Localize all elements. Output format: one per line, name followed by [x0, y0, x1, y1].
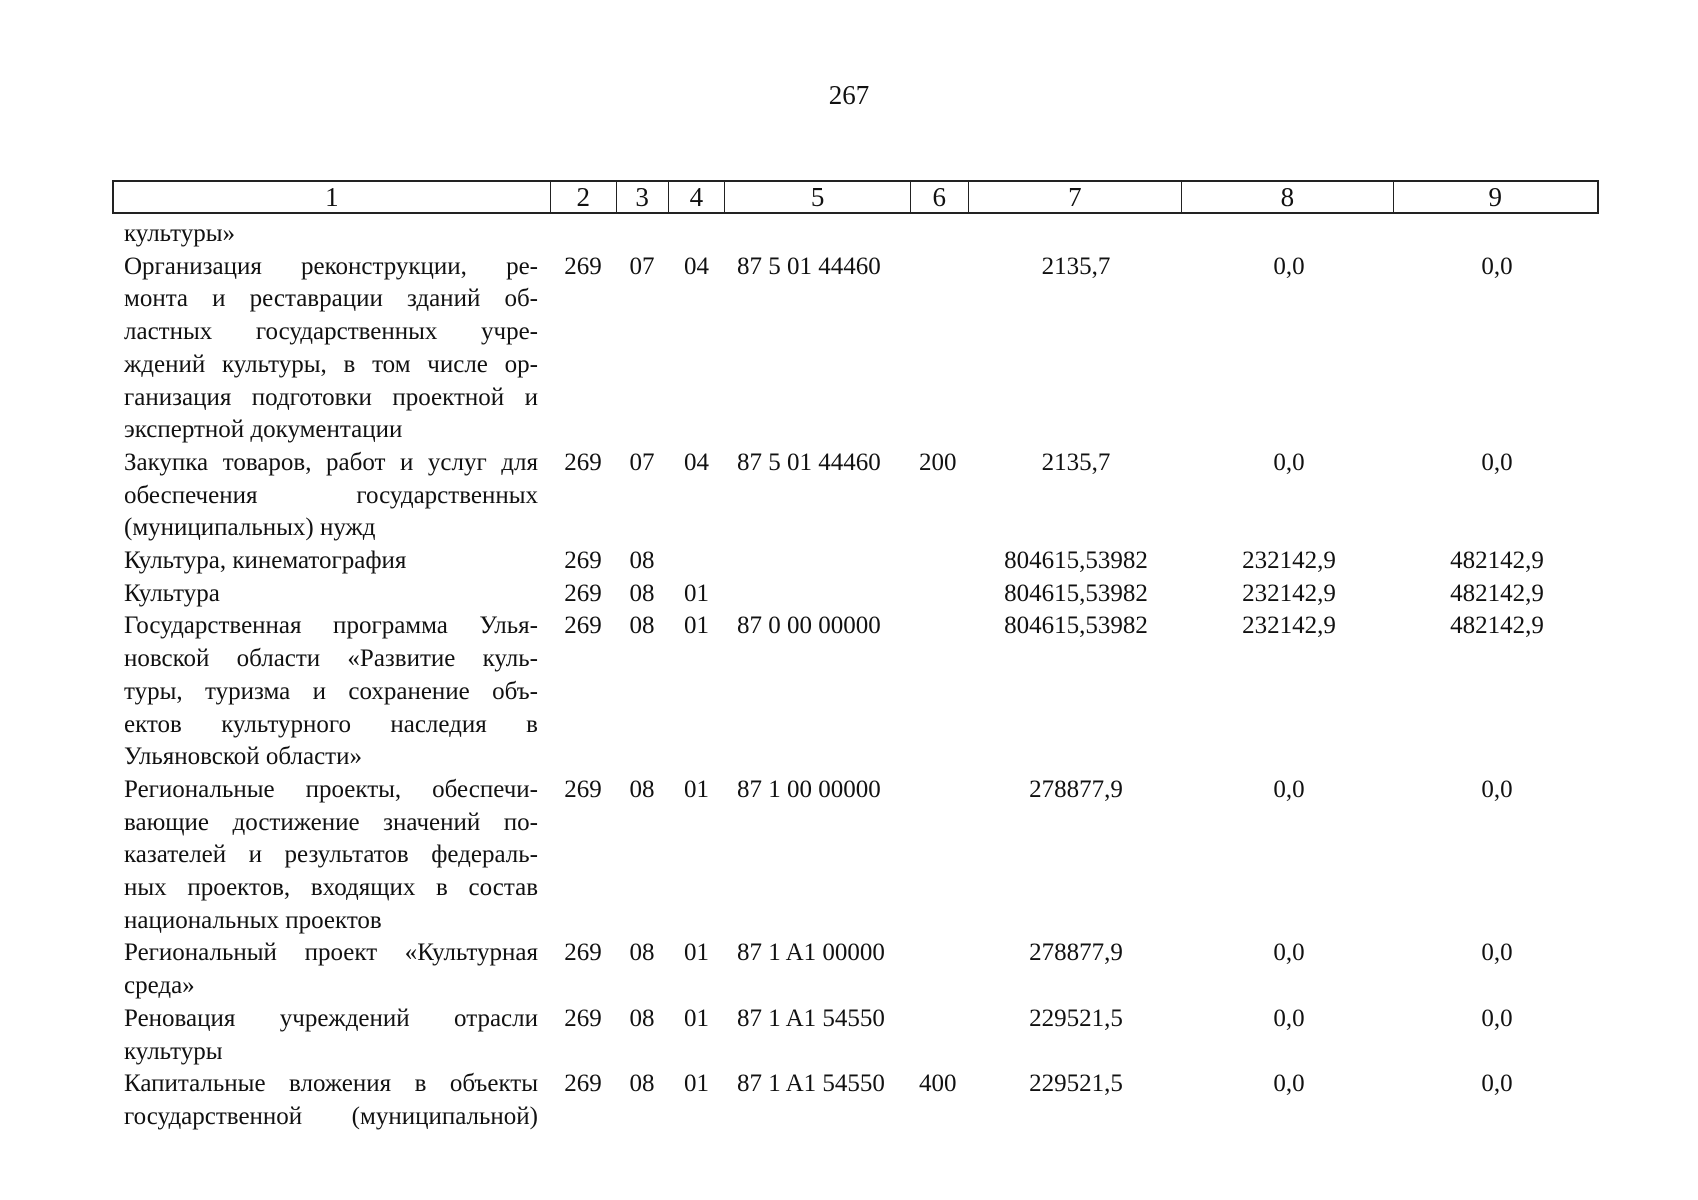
row-name-line: Культура, кинематография: [124, 547, 407, 575]
row-value-year1: 278877,9: [1029, 939, 1123, 967]
row-value-year1: 804615,53982: [1004, 612, 1148, 640]
header-col-9: 9: [1488, 182, 1502, 212]
row-value-year2: 0,0: [1273, 448, 1305, 476]
row-expense-type: 400: [919, 1070, 957, 1098]
row-name-line: среда»: [124, 972, 195, 1000]
row-name-line: Региональный проект «Культурная: [124, 939, 538, 967]
row-expense-type: [911, 610, 969, 774]
table-row: [112, 1003, 1599, 1068]
row-value-year3: [1395, 218, 1599, 251]
row-value-year3: 0,0: [1481, 939, 1513, 967]
row-subchapter-code: 01: [684, 775, 709, 803]
row-target-code: [725, 218, 911, 251]
row-name-line: монта и реставрации зданий об-: [124, 285, 538, 313]
row-name-line: (муниципальных) нужд: [124, 514, 376, 542]
row-name: [112, 218, 550, 251]
row-value-year2: 0,0: [1273, 775, 1305, 803]
row-section-code: 269: [564, 939, 602, 967]
row-chapter-code: 08: [629, 1070, 655, 1098]
row-value-year1: 229521,5: [1029, 1004, 1123, 1032]
row-section-code: [550, 218, 616, 251]
row-chapter-code: 08: [629, 547, 655, 575]
row-expense-type: [911, 251, 969, 447]
row-subchapter-code: 01: [684, 579, 709, 607]
row-value-year3: 0,0: [1481, 1004, 1513, 1032]
row-value-year2: 0,0: [1273, 939, 1305, 967]
row-subchapter-code: 01: [684, 939, 709, 967]
row-value-year2: 0,0: [1273, 1070, 1305, 1098]
row-chapter-code: 07: [629, 252, 655, 280]
row-section-code: 269: [564, 448, 602, 476]
row-expense-type: [911, 545, 969, 578]
row-name-line: Ульяновской области»: [124, 743, 362, 771]
row-value-year3: 482142,9: [1450, 547, 1544, 575]
row-section-code: 269: [564, 252, 602, 280]
row-name-line: Реновация учреждений отрасли: [124, 1004, 538, 1032]
row-expense-type: 200: [919, 448, 957, 476]
row-subchapter-code: 01: [684, 1070, 709, 1098]
row-name-line: культуры: [124, 1037, 223, 1065]
row-value-year3: 0,0: [1481, 1070, 1513, 1098]
row-value-year3: 0,0: [1481, 775, 1513, 803]
row-name-line: ждений культуры, в том числе ор-: [124, 350, 538, 378]
row-subchapter-code: 04: [684, 252, 709, 280]
row-value-year3: 482142,9: [1450, 612, 1544, 640]
row-value-year1: 804615,53982: [1004, 547, 1148, 575]
row-chapter-code: 08: [629, 1004, 655, 1032]
row-chapter-code: 08: [629, 939, 655, 967]
table-row: [112, 1068, 1599, 1133]
row-name: [112, 578, 550, 611]
row-value-year2: 232142,9: [1242, 612, 1336, 640]
row-name-line: Государственная программа Улья-: [124, 612, 538, 640]
row-value-year3: 0,0: [1481, 252, 1513, 280]
row-chapter-code: 07: [629, 448, 655, 476]
table-row: [112, 545, 1599, 578]
table-body: [112, 218, 1599, 1134]
row-chapter-code: [616, 218, 668, 251]
row-name-line: казателей и результатов федераль-: [124, 841, 538, 869]
row-expense-type: [911, 1003, 969, 1068]
row-target-code: 87 0 00 00000: [737, 612, 881, 640]
row-value-year1: 229521,5: [1029, 1070, 1123, 1098]
row-name: [112, 774, 550, 938]
row-name-line: Организация реконструкции, ре-: [124, 252, 538, 280]
row-target-code: 87 1 00 00000: [737, 775, 881, 803]
header-col-5: 5: [725, 182, 911, 212]
row-name: [112, 1068, 550, 1133]
row-chapter-code: 08: [629, 612, 655, 640]
row-value-year2: 0,0: [1273, 252, 1305, 280]
row-name-line: национальных проектов: [124, 906, 382, 934]
row-target-code: 87 5 01 44460: [737, 448, 881, 476]
row-target-code: [725, 545, 911, 578]
row-name-line: ластных государственных учре-: [124, 318, 538, 346]
row-expense-type: [911, 218, 969, 251]
row-section-code: 269: [564, 547, 602, 575]
row-name: [112, 545, 550, 578]
row-name-line: новской области «Развитие куль-: [124, 645, 538, 673]
row-target-code: 87 1 A1 00000: [737, 939, 885, 967]
table-header: [112, 180, 1599, 214]
table-row: [112, 578, 1599, 611]
row-expense-type: [911, 578, 969, 611]
row-section-code: 269: [564, 579, 602, 607]
row-target-code: 87 1 A1 54550: [737, 1004, 885, 1032]
row-section-code: 269: [564, 775, 602, 803]
row-value-year2: [1183, 218, 1395, 251]
row-name-line: культуры»: [124, 220, 236, 247]
table-row: [112, 251, 1599, 447]
row-name-line: государственной (муниципальной): [124, 1102, 538, 1130]
row-name: [112, 251, 550, 447]
row-name-line: Региональные проекты, обеспечи-: [124, 775, 538, 803]
header-col-4: 4: [669, 182, 726, 212]
row-value-year2: 232142,9: [1242, 579, 1336, 607]
header-col-3: 3: [617, 182, 669, 212]
header-col-1: 1: [114, 182, 551, 212]
table-row: [112, 774, 1599, 938]
row-section-code: 269: [564, 612, 602, 640]
table-row: [112, 937, 1599, 1002]
row-name-line: вающие достижение значений по-: [124, 808, 538, 836]
row-target-code: [725, 578, 911, 611]
header-col-2: 2: [551, 182, 617, 212]
row-value-year1: 278877,9: [1029, 775, 1123, 803]
table-row: [112, 610, 1599, 774]
row-name: [112, 1003, 550, 1068]
table-row: [112, 218, 1599, 251]
row-name-line: Капитальные вложения в объекты: [124, 1070, 538, 1098]
row-value-year1: 804615,53982: [1004, 579, 1148, 607]
row-name-line: ных проектов, входящих в состав: [124, 874, 538, 902]
row-value-year3: 0,0: [1481, 448, 1513, 476]
row-subchapter-code: 01: [684, 1004, 709, 1032]
row-name-line: обеспечения государственных: [124, 481, 538, 509]
row-name: [112, 610, 550, 774]
row-value-year1: 2135,7: [1041, 252, 1111, 280]
header-col-6: 6: [911, 182, 969, 212]
row-name-line: ганизация подготовки проектной и: [124, 383, 538, 411]
row-section-code: 269: [564, 1070, 602, 1098]
row-value-year2: 232142,9: [1242, 547, 1336, 575]
row-chapter-code: 08: [629, 775, 655, 803]
header-col-7: 7: [969, 182, 1182, 212]
header-col-8: 8: [1182, 182, 1393, 212]
row-name-line: туры, туризма и сохранение объ-: [124, 677, 538, 705]
table-row: [112, 447, 1599, 545]
row-value-year3: 482142,9: [1450, 579, 1544, 607]
row-name-line: Закупка товаров, работ и услуг для: [124, 448, 538, 476]
row-name: [112, 937, 550, 1002]
row-name-line: ектов культурного наследия в: [124, 710, 538, 738]
row-chapter-code: 08: [629, 579, 655, 607]
row-expense-type: [911, 774, 969, 938]
row-section-code: 269: [564, 1004, 602, 1032]
row-expense-type: [911, 937, 969, 1002]
row-subchapter-code: [668, 218, 725, 251]
row-name-line: Культура: [124, 579, 220, 607]
row-value-year2: 0,0: [1273, 1004, 1305, 1032]
row-value-year1: 2135,7: [1041, 448, 1111, 476]
page-number: 267: [828, 80, 870, 110]
row-target-code: 87 1 A1 54550: [737, 1070, 885, 1098]
row-subchapter-code: [668, 545, 725, 578]
row-name: [112, 447, 550, 545]
row-target-code: 87 5 01 44460: [737, 252, 881, 280]
row-subchapter-code: 04: [684, 448, 709, 476]
row-subchapter-code: 01: [684, 612, 709, 640]
row-value-year1: [969, 218, 1183, 251]
row-name-line: экспертной документации: [124, 416, 403, 444]
